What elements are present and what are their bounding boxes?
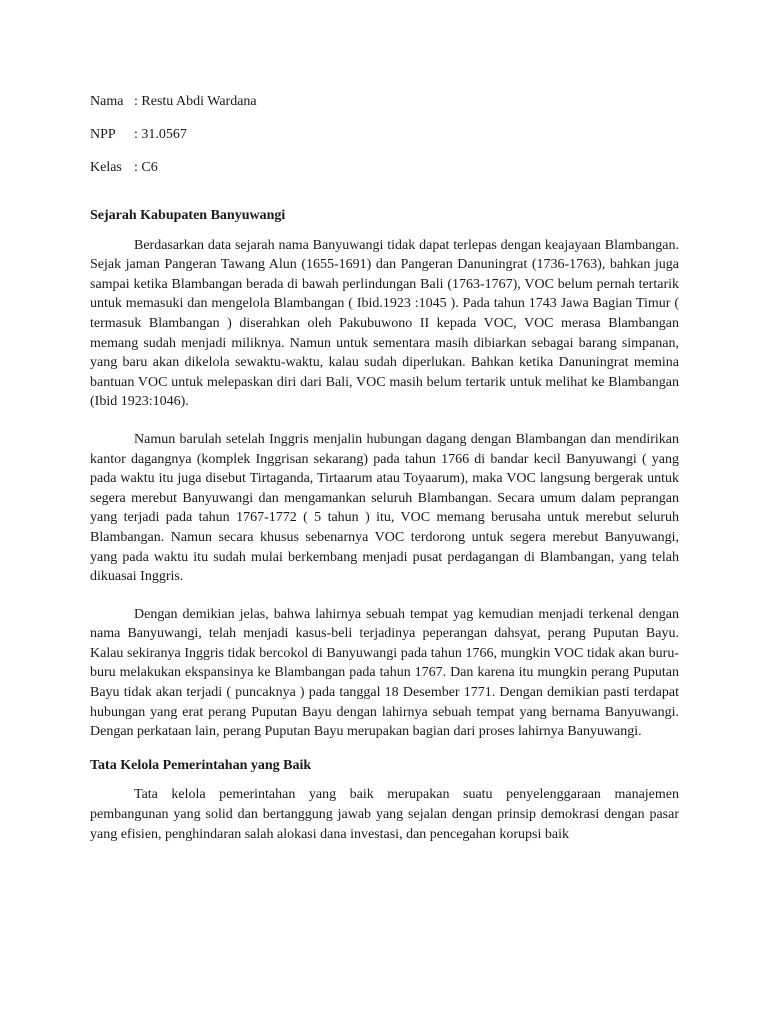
- npp-value: : 31.0567: [134, 127, 187, 142]
- paragraph: Berdasarkan data sejarah nama Banyuwangi tidak dapat terlepas dengan keajayaan Blambangan. Sejak jaman Pangeran Tawang Alun (1655-1691) dan Pangeran Danuningrat (1736-1763), bahkan juga sampai ketika Blambangan berada di bawah perlindungan Bali (1763-1767), VOC belum pernah tertarik untuk memasuki dan mengelola Blambangan ( Ibid.1923 :1045 ). Pada tahun 1743 Jawa Bagian Timur ( termasuk Blambangan ) diserahkan oleh Pakubuwono II kepada VOC, VOC merasa Blambangan memang sudah menjadi miliknya. Namun untuk sementara masih dibiarkan sebagai barang simpanan, yang baru akan dikelola sewaktu-waktu, kalau sudah diperlukan. Bahkan ketika Danuningrat memina bantuan VOC untuk melepaskan diri dari Bali, VOC masih belum tertarik untuk melihat ke Blambangan (Ibid 1923:1046).: [90, 237, 679, 410]
- info-row-name: [90, 92, 679, 112]
- section-sejarah: [90, 206, 679, 742]
- section-tata-kelola: [90, 756, 679, 844]
- name-label: Nama: [90, 94, 124, 109]
- npp-label: NPP: [90, 127, 116, 142]
- paragraph: Tata kelola pemerintahan yang baik merupakan suatu penyelenggaraan manajemen pembangunan yang solid dan bertanggung jawab yang sejalan dengan prinsip demokrasi dengan pasar yang efisien, penghindaran salah alokasi dana investasi, dan pencegahan korupsi baik: [90, 787, 679, 842]
- student-info: [90, 92, 679, 178]
- section-title: Tata Kelola Pemerintahan yang Baik: [90, 757, 312, 773]
- class-value: : C6: [134, 160, 158, 175]
- document-content: [90, 92, 679, 862]
- paragraph: Dengan demikian jelas, bahwa lahirnya sebuah tempat yag kemudian menjadi terkenal dengan nama Banyuwangi, telah menjadi kasus-beli terjadinya peperangan dahsyat, perang Puputan Bayu. Kalau sekiranya Inggris tidak bercokol di Banyuwangi pada tahun 1766, mungkin VOC tidak akan buru-buru melakukan ekspansinya ke Blambangan pada tahun 1767. Dan karena itu mungkin perang Puputan Bayu tidak akan terjadi ( puncaknya ) pada tanggal 18 Desember 1771. Dengan demikian pasti terdapat hubungan yang erat perang Puputan Bayu dengan lahirnya sebuah tempat yang bernama Banyuwangi. Dengan perkataan lain, perang Puputan Bayu merupakan bagian dari proses lahirnya Banyuwangi.: [90, 606, 679, 740]
- paragraph: Namun barulah setelah Inggris menjalin hubungan dagang dengan Blambangan dan mendirikan kantor dagangnya (komplek Inggrisan sekarang) pada tahun 1766 di bandar kecil Banyuwangi ( yang pada waktu itu juga disebut Tirtaganda, Tirtaarum atau Toyaarum), maka VOC langsung bergerak untuk segera merebut Banyuwangi dan mengamankan seluruh Blambangan. Secara umum dalam peprangan yang terjadi pada tahun 1767-1772 ( 5 tahun ) itu, VOC memang berusaha untuk merebut seluruh Blambangan. Namun secara khusus sebenarnya VOC terdorong untuk segera merebut Banyuwangi, yang pada waktu itu sudah mulai berkembang menjadi pusat perdagangan di Blambangan, yang telah dikuasai Inggris.: [90, 431, 679, 585]
- class-label: Kelas: [90, 160, 122, 175]
- name-value: : Restu Abdi Wardana: [134, 94, 257, 109]
- section-title: Sejarah Kabupaten Banyuwangi: [90, 208, 286, 223]
- info-row-class: [90, 158, 679, 178]
- info-row-npp: [90, 125, 679, 145]
